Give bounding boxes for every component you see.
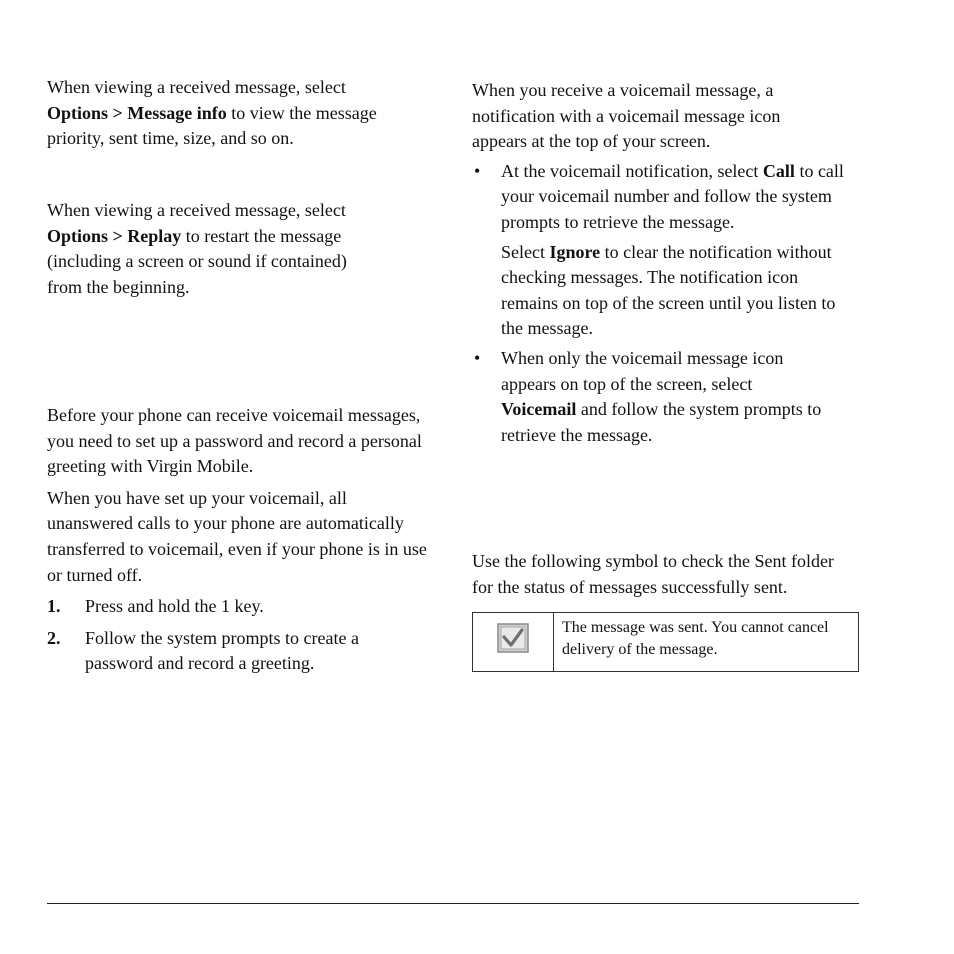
left-column [47,75,437,152]
sent-check-icon [497,623,529,661]
options-menu-label: Options [47,225,109,246]
step-number: 1. [47,596,61,617]
left-column-voicemail-setup [47,403,435,683]
bullet-mark: • [474,347,481,368]
footer-divider [47,903,859,904]
setup-steps-list [47,594,435,677]
voicemail-intro-paragraph: When you receive a voicemail message, a notification with a voicemail message icon appears at the top of your screen. [472,80,781,152]
message-info-paragraph: When viewing a received message, select Options > Message info to view the message priority, sent time, size, and so on. [47,77,377,149]
list-item [47,626,435,677]
replay-paragraph: When viewing a received message, select Options > Replay to restart the message (including a screen or sound if contained) from the beginning. [47,200,347,297]
voicemail-bullet-list [472,159,858,449]
sent-symbol-table [472,612,859,672]
message-info-menu-label: Message info [127,102,227,123]
sent-symbol-description: The message was sent. You cannot cancel delivery of the message. [562,619,829,658]
right-column [472,78,858,448]
setup-paragraph-2: When you have set up your voicemail, all unanswered calls to your phone are automatically transferred to voicemail, even if your phone is in use or turned off. [47,487,427,585]
ignore-option-label: Ignore [549,241,601,262]
step-text: Follow the system prompts to create a password and record a greeting. [85,627,359,674]
step-number: 2. [47,627,61,648]
step-text: Press and hold the 1 key. [85,596,264,617]
sent-intro-paragraph: Use the following symbol to check the Sent folder for the status of messages successfully sent. [472,551,834,597]
left-column-replay [47,198,437,300]
list-item [47,594,435,620]
list-item: • When only the voicemail message icon appears on top of the screen, select Voicemail and follow the system prompts to retrieve the message. [472,346,858,448]
right-column-sent [472,549,858,600]
options-menu-label: Options [47,102,109,123]
list-item: • At the voicemail notification, select Call to call your voicemail number and follow the system prompts to retrieve the message. Select Ignore to clear the notification without checking messages. The notification icon remains on top of the screen until you listen to the message. [472,159,858,342]
bullet-mark: • [474,160,481,181]
call-option-label: Call [762,160,795,181]
setup-paragraph-1: Before your phone can receive voicemail messages, you need to set up a password and record a personal greeting with Virgin Mobile. [47,405,422,477]
replay-menu-label: Replay [127,225,182,246]
voicemail-option-label: Voicemail [501,399,577,420]
sent-symbol-cell [473,613,554,671]
